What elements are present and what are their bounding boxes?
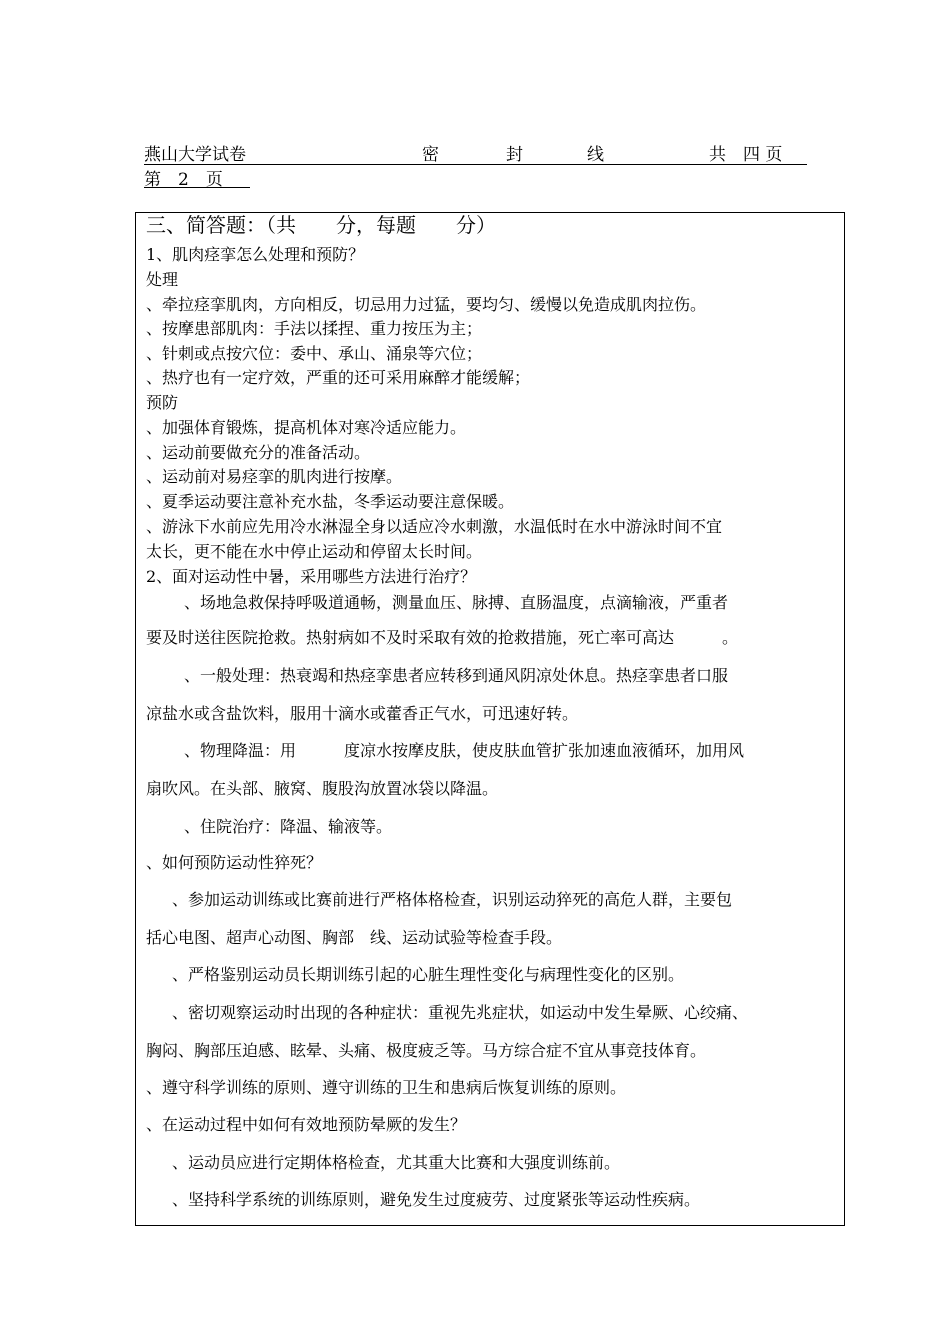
answer-line: 、一般处理：热衰竭和热痉挛患者应转移到通风阴凉处休息。热痉挛患者口服 (184, 666, 729, 685)
answer-line: 括心电图、超声心动图、胸部 线、运动试验等检查手段。 (146, 928, 563, 947)
answer-line: 、住院治疗：降温、输液等。 (184, 817, 393, 836)
total-pages: 共 四 页 (709, 145, 783, 165)
subheading-prevention: 预防 (146, 393, 179, 412)
seal-char-mi: 密 (422, 145, 439, 165)
header-rule-row (144, 140, 807, 165)
answer-line: 、参加运动训练或比赛前进行严格体格检查，识别运动猝死的高危人群，主要包 (172, 890, 733, 909)
question-2: 2、面对运动性中暑，采用哪些方法进行治疗？ (146, 567, 477, 586)
answer-line: 凉盐水或含盐饮料，服用十滴水或藿香正气水，可迅速好转。 (146, 704, 579, 723)
answer-line: 、严格鉴别运动员长期训练引起的心脏生理性变化与病理性变化的区别。 (172, 965, 685, 984)
page-number: 第 2 页 (144, 165, 250, 188)
question-3: 、如何预防运动性猝死？ (146, 853, 323, 872)
answer-box (135, 212, 845, 1226)
answer-line: 、场地急救保持呼吸道通畅，测量血压、脉搏、直肠温度，点滴输液，严重者 (184, 593, 729, 612)
exam-header (144, 140, 807, 165)
answer-line: 、坚持科学系统的训练原则，避免发生过度疲劳、过度紧张等运动性疾病。 (172, 1190, 701, 1209)
answer-line: 、热疗也有一定疗效，严重的还可采用麻醉才能缓解； (146, 368, 531, 387)
answer-line: 要及时送往医院抢救。热射病如不及时采取有效的抢救措施，死亡率可高达 。 (146, 628, 739, 647)
answer-line: 、游泳下水前应先用冷水淋湿全身以适应冷水刺激，水温低时在水中游泳时间不宜 (146, 517, 723, 536)
seal-char-xian: 线 (587, 145, 604, 165)
subheading-treatment: 处理 (146, 270, 179, 289)
answer-line: 太长，更不能在水中停止运动和停留太长时间。 (146, 542, 483, 561)
answer-line: 、针刺或点按穴位：委中、承山、涌泉等穴位； (146, 344, 483, 363)
answer-line: 扇吹风。在头部、腋窝、腹股沟放置冰袋以降温。 (146, 779, 499, 798)
answer-line: 、按摩患部肌肉：手法以揉捏、重力按压为主； (146, 319, 483, 338)
answer-line: 、夏季运动要注意补充水盐，冬季运动要注意保暖。 (146, 492, 515, 511)
answer-line: 、运动员应进行定期体格检查，尤其重大比赛和大强度训练前。 (172, 1153, 621, 1172)
answer-line: 、牵拉痉挛肌肉，方向相反，切忌用力过猛，要均匀、缓慢以免造成肌肉拉伤。 (146, 295, 707, 314)
question-1: 1、肌肉痉挛怎么处理和预防？ (146, 245, 365, 264)
school-name: 燕山大学试卷 (144, 145, 246, 165)
answer-line: 、遵守科学训练的原则、遵守训练的卫生和患病后恢复训练的原则。 (146, 1078, 627, 1097)
answer-line: 、物理降温：用 度凉水按摩皮肤，使皮肤血管扩张加速血液循环，加用风 (184, 741, 745, 760)
answer-line: 、加强体育锻炼，提高机体对寒冷适应能力。 (146, 418, 467, 437)
answer-line: 、运动前对易痉挛的肌肉进行按摩。 (146, 467, 403, 486)
answer-line: 、密切观察运动时出现的各种症状：重视先兆症状，如运动中发生晕厥、心绞痛、 (172, 1003, 749, 1022)
section-title: 三、简答题：（共 分，每题 分） (146, 213, 496, 237)
answer-line: 胸闷、胸部压迫感、眩晕、头痛、极度疲乏等。马方综合症不宜从事竞技体育。 (146, 1041, 707, 1060)
seal-char-feng: 封 (506, 145, 523, 165)
question-4: 、在运动过程中如何有效地预防晕厥的发生？ (146, 1115, 467, 1134)
answer-line: 、运动前要做充分的准备活动。 (146, 443, 371, 462)
